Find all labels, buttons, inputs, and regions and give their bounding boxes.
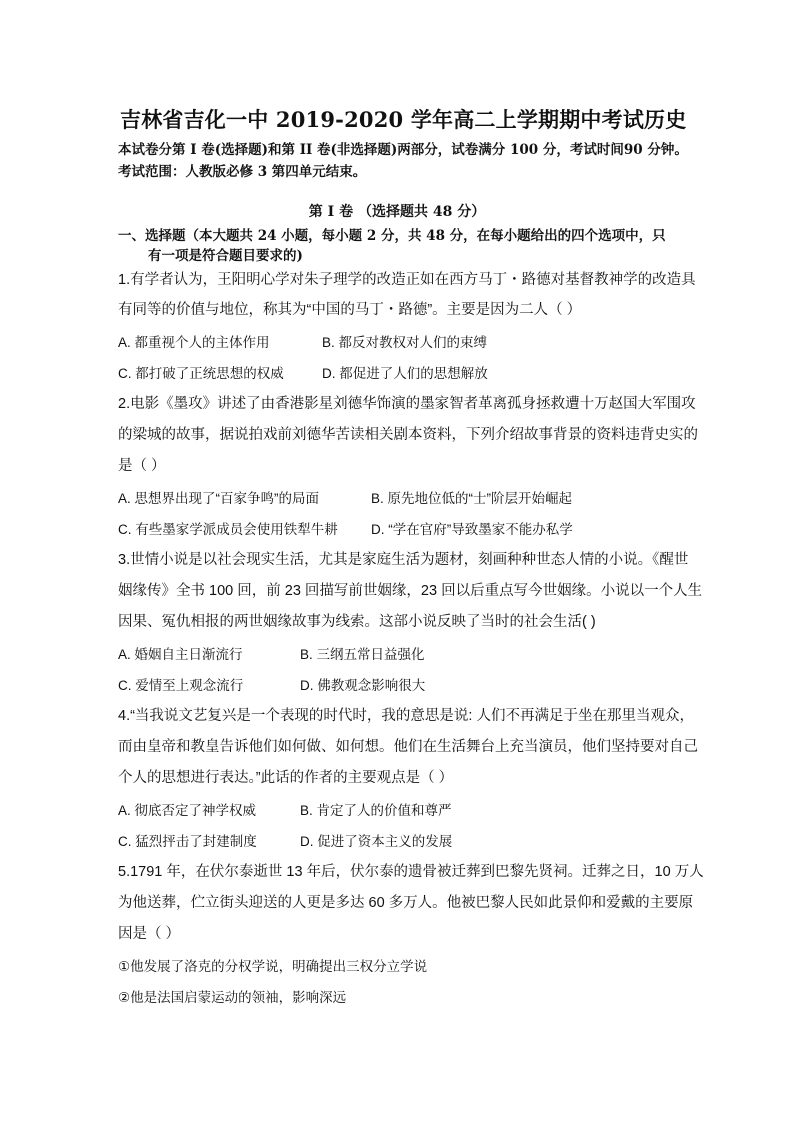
- question-2-option-a: A. 思想界出现了“百家争鸣”的局面: [118, 491, 319, 506]
- question-1-option-c: C. 都打破了正统思想的权威: [118, 366, 284, 381]
- question-2-option-d: D. “学在官府”导致墨家不能办私学: [371, 522, 573, 537]
- question-4-option-b: B. 肯定了人的价值和尊严: [300, 803, 452, 818]
- question-4-line-3: 个人的思想进行表达。”此话的作者的主要观点是（ ）: [118, 770, 454, 786]
- question-4-option-c: C. 猛烈抨击了封建制度: [118, 834, 257, 849]
- question-2-line-2: 的梁城的故事，据说拍戏前刘德华苦读相关剧本资料，下列介绍故事背景的资料违背史实的: [118, 427, 698, 443]
- question-1-option-a: A. 都重视个人的主体作用: [118, 335, 270, 350]
- question-3-line-2: 姻缘传》全书 100 回，前 23 回描写前世姻缘，23 回以后重点写今世姻缘。小说以一个人生: [118, 583, 703, 599]
- question-4-option-d: D. 促进了资本主义的发展: [300, 834, 453, 849]
- question-4-line-1: 4.“当我说文艺复兴是一个表现的时代时，我的意思是说: 人们不再满足于坐在那里当观众，: [118, 708, 694, 724]
- question-1-option-d: D. 都促进了人们的思想解放: [322, 366, 488, 381]
- question-5-line-1: 5.1791 年，在伏尔泰逝世 13 年后，伏尔泰的遗骨被迁葬到巴黎先贤祠。迁葬之日，10 万人: [118, 864, 704, 880]
- question-3-option-c: C. 爱情至上观念流行: [118, 678, 244, 693]
- question-3-option-a: A. 婚姻自主日渐流行: [118, 647, 243, 662]
- question-3-option-d: D. 佛教观念影响很大: [300, 678, 426, 693]
- question-3-option-b: B. 三纲五常日益强化: [300, 647, 425, 662]
- question-2-option-c: C. 有些墨家学派成员会使用铁犁牛耕: [118, 522, 338, 537]
- question-2-line-3: 是（ ）: [118, 458, 166, 474]
- question-3-line-1: 3.世情小说是以社会现实生活，尤其是家庭生活为题材，刻画种种世态人情的小说。《醒世: [118, 552, 689, 568]
- question-1-line-2: 有同等的价值与地位，称其为“中国的马丁・路德”。主要是因为二人（ ）: [118, 302, 582, 318]
- question-2-option-b: B. 原先地位低的“士”阶层开始崛起: [371, 491, 572, 506]
- exam-note-format: 本试卷分第 I 卷(选择题)和第 II 卷(非选择题)两部分，试卷满分 100 分，考试时间90 分钟。: [118, 142, 688, 158]
- question-1-option-b: B. 都反对教权对人们的束缚: [322, 335, 488, 350]
- document-title: 吉林省吉化一中 2019-2020 学年高二上学期期中考试历史: [120, 107, 687, 132]
- question-1-line-1: 1.有学者认为，王阳明心学对朱子理学的改造正如在西方马丁・路德对基督教神学的改造具: [118, 272, 696, 288]
- question-4-option-a: A. 彻底否定了神学权威: [118, 803, 257, 818]
- section-instruction-line-1: 一、选择题（本大题共 24 小题，每小题 2 分，共 48 分，在每小题给出的四个选项中，只: [118, 228, 666, 244]
- question-3-line-3: 因果、冤仇相报的两世姻缘故事为线索。这部小说反映了当时的社会生活( ): [118, 614, 596, 630]
- question-5-line-2: 为他送葬，伫立街头迎送的人更是多达 60 多万人。他被巴黎人民如此景仰和爱戴的主要原: [118, 895, 694, 911]
- question-4-line-2: 而由皇帝和教皇告诉他们如何做、如何想。他们在生活舞台上充当演员，他们坚持要对自己: [118, 739, 698, 755]
- question-5-item-2: ②他是法国启蒙运动的领袖，影响深远: [118, 990, 347, 1005]
- exam-note-scope: 考试范围：人教版必修 3 第四单元结束。: [118, 164, 367, 180]
- question-5-line-3: 因是（ ）: [118, 926, 181, 942]
- section-title: 第 I 卷 （选择题共 48 分）: [308, 204, 486, 220]
- section-instruction-line-2: 有一项是符合题目要求的): [148, 248, 303, 264]
- question-2-line-1: 2.电影《墨攻》讲述了由香港影星刘德华饰演的墨家智者革离孤身拯救遭十万赵国大军围攻: [118, 396, 696, 412]
- question-5-item-1: ①他发展了洛克的分权学说，明确提出三权分立学说: [118, 959, 428, 974]
